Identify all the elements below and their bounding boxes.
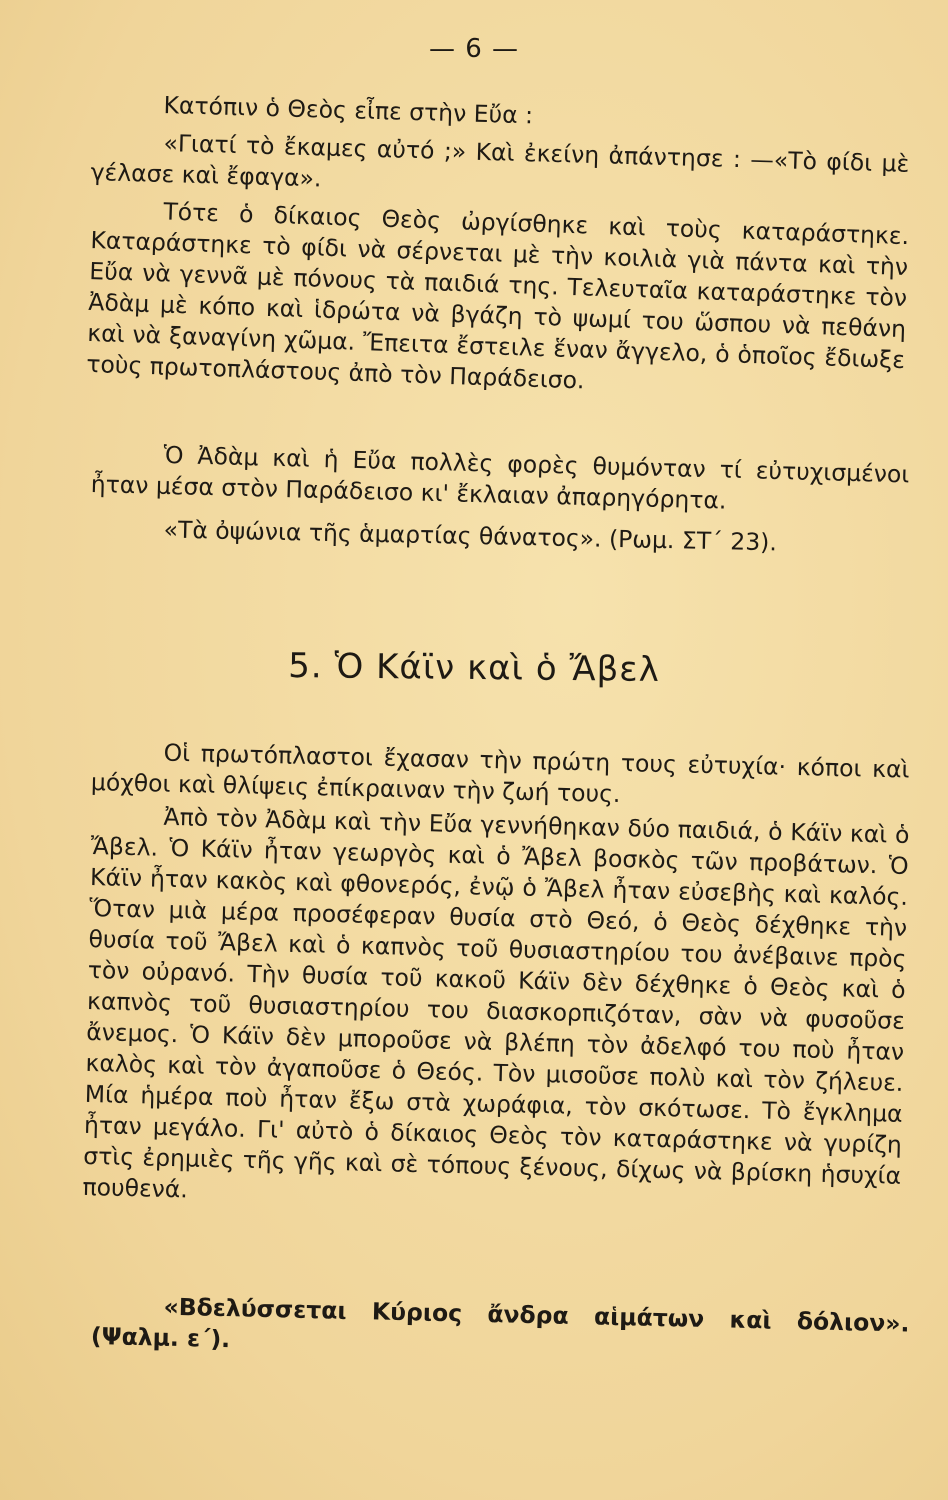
section-heading: 5. Ὁ Κάϊν καὶ ὁ Ἄβελ xyxy=(287,646,661,690)
quote-text: «Τὰ ὀψώνια τῆς ἁμαρτίας θάνατος». (Ρωμ. ΣΤ΄ 23). xyxy=(163,515,778,557)
paragraph-adam-eve-remember xyxy=(90,438,909,521)
quote-romans xyxy=(91,513,909,561)
paragraph-text: Οἱ πρωτόπλαστοι ἔχασαν τὴν πρώτη τους εὐτυχία· κόποι καὶ μόχθοι καὶ θλίψεις ἐπίκραιναν τὴν ζωή τους. xyxy=(90,738,910,808)
paragraph-curse xyxy=(86,194,910,407)
page-number: — 6 — xyxy=(428,34,520,64)
paragraph-text: Ἀπὸ τὸν Ἀδὰμ καὶ τὴν Εὔα γεννήθηκαν δύο παιδιά, ὁ Κάϊν καὶ ὁ Ἄβελ. Ὁ Κάϊν ἦταν γεωργὸς καὶ ὁ Ἄβελ βοσκὸς τῶν προβάτων. Ὁ Κάϊν ἦταν κακὸς καὶ φθονερός, ἐνῷ ὁ Ἄβελ ἦταν εὐσεβὴς καὶ καλός. Ὅταν μιὰ μέρα προσέφεραν θυσία στὸ Θεό, ὁ Θεὸς δέχθηκε τὴν θυσία τοῦ Ἄβελ καὶ ὁ καπνὸς τοῦ θυσιαστηρίου του ἀνέβαινε πρὸς τὸν οὐρανό. Τὴν θυσία τοῦ κακοῦ Κάϊν δὲν δέχθηκε ὁ Θεὸς καὶ ὁ καπνὸς τοῦ θυσιαστηρίου του διασκορπιζόταν, σὰν νὰ φυσοῦσε ἄνεμος. Ὁ Κάϊν δὲν μποροῦσε νὰ βλέπη τὸν ἀδελφό του ποὺ ἦταν καλὸς καὶ τὸν ἀγαποῦσε ὁ Θεός. Τὸν μισοῦσε πολὺ καὶ τὸν ζήλευε. Μία ἡμέρα ποὺ ἦταν ἔξω στὰ χωράφια, τὸν σκότωσε. Τὸ ἔγκλημα ἦταν μεγάλο. Γι' αὐτὸ ὁ δίκαιος Θεὸς τὸν καταράστηκε νὰ γυρίζη στὶς ἐρημιὲς τῆς γῆς καὶ σὲ τόπους ξένους, δίχως νὰ βρίσκη ἡσυχία πουθενά. xyxy=(82,802,910,1204)
quote-psalms xyxy=(91,1290,910,1371)
paragraph-text: Κατόπιν ὁ Θεὸς εἶπε στὴν Εὔα : xyxy=(163,91,534,130)
quote-text: «Βδελύσσεται Κύριος ἄνδρα αἱμάτων καὶ δόλιον». (Ψαλμ. ε΄). xyxy=(90,1292,910,1354)
paragraph-text: Τότε ὁ δίκαιος Θεὸς ὠργίσθηκε καὶ τοὺς καταράστηκε. Καταράστηκε τὸ φίδι νὰ σέρνεται μὲ τὴν κοιλιὰ γιὰ πάντα καὶ τὴν Εὔα νὰ γεννᾶ μὲ πόνους τὰ παιδιά της. Τελευταῖα καταράστηκε τὸν Ἀδὰμ μὲ κόπο καὶ ἱδρώτα νὰ βγάζη τὸ ψωμί του ὥσπου νὰ πεθάνη καὶ νὰ ξαναγίνη χῶμα. Ἔπειτα ἔστειλε ἕναν ἄγγελο, ὁ ὁποῖος ἔδιωξε τοὺς πρωτοπλάστους ἀπὸ τὸν Παράδεισο. xyxy=(85,197,910,395)
paragraph-text: «Γιατί τὸ ἔκαμες αὐτό ;» Καὶ ἐκείνη ἀπάντησε : —«Τὸ φίδι μὲ γέλασε καὶ ἔφαγα». xyxy=(90,129,910,193)
paragraph-text: Ὁ Ἀδὰμ καὶ ἡ Εὔα πολλὲς φορὲς θυμόνταν τί εὐτυχισμένοι ἦταν μέσα στὸν Παράδεισο κι' ἔκλαιαν ἀπαρηγόρητα. xyxy=(90,440,910,515)
paragraph-cain-and-abel-story xyxy=(82,800,910,1223)
